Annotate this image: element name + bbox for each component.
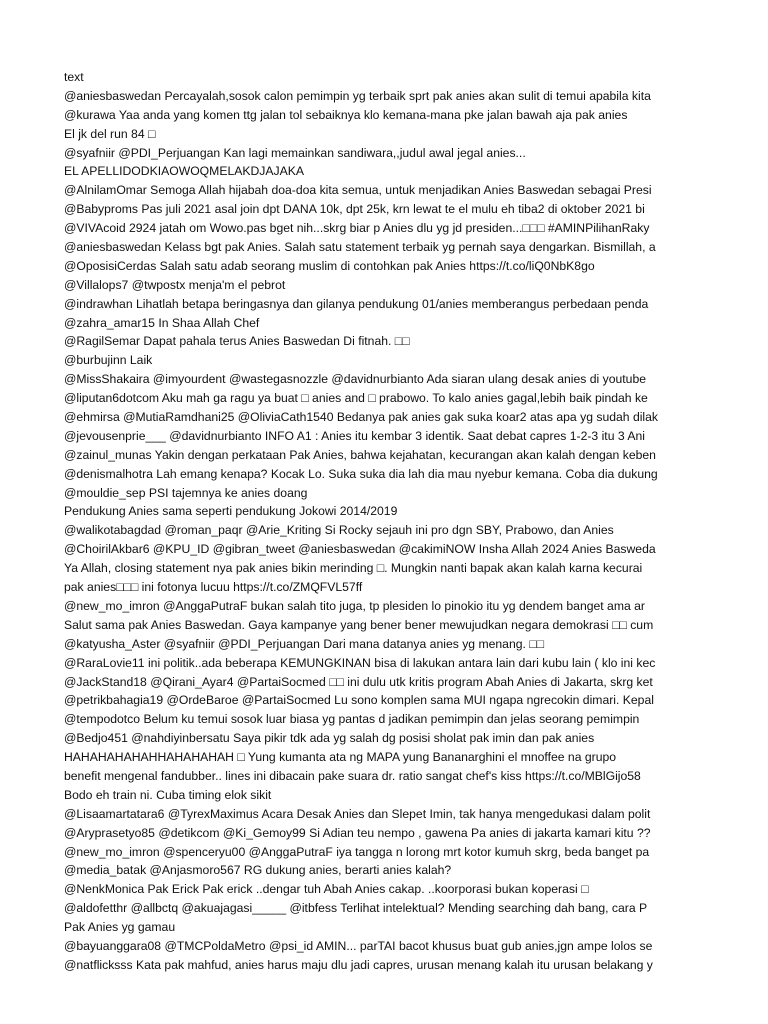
- text-row: Pak Anies yg gamau: [64, 920, 176, 935]
- text-row: @walikotabagdad @roman_paqr @Arie_Kriting Si Rocky sejauh ini pro dgn SBY, Prabowo, dan Anies: [64, 523, 614, 538]
- text-row: Bodo eh train ni. Cuba timing elok sikit: [64, 787, 272, 802]
- text-row: @MissShakaira @imyourdent @wastegasnozzle @davidnurbianto Ada siaran ulang desak anies di youtube: [64, 372, 647, 387]
- text-row: @ehmirsa @MutiaRamdhani25 @OliviaCath1540 Bedanya pak anies gak suka koar2 atas apa yg sudah dilak: [64, 410, 659, 425]
- text-row: @VIVAcoid 2924 jatah om Wowo.pas bget nih...skrg biar p Anies dlu yg jd presiden...□□□ #AMINPilihanRaky: [64, 221, 650, 236]
- text-row: @Lisaamartatara6 @TyrexMaximus Acara Desak Anies dan Slepet Imin, tak hanya mengedukasi dalam polit: [64, 806, 651, 821]
- text-row: @aldofetthr @allbctq @akuajagasi_____ @itbfess Terlihat intelektual? Mending searching dah bang, cara P: [64, 901, 648, 916]
- text-row: @burbujinn Laik: [64, 353, 153, 368]
- text-row: @zainul_munas Yakin dengan perkataan Pak Anies, bahwa kejahatan, kecurangan akan kalah dengan keben: [64, 447, 656, 462]
- text-row: @jevousenprie___ @davidnurbianto INFO A1 : Anies itu kembar 3 identik. Saat debat capres 1-2-3 itu 3 Ani: [64, 428, 645, 443]
- text-row: @RagilSemar Dapat pahala terus Anies Baswedan Di fitnah. □□: [64, 334, 410, 349]
- text-row: @denismalhotra Lah emang kenapa? Kocak Lo. Suka suka dia lah dia mau nyebur kemana. Coba dia dukung: [64, 466, 658, 481]
- text-row: @OposisiCerdas Salah satu adab seorang muslim di contohkan pak Anies https://t.co/liQ0NbK8go: [64, 258, 595, 273]
- text-row: pak anies□□□ ini fotonya lucuu https://t.co/ZMQFVL57ff: [64, 580, 363, 595]
- text-row: @AlnilamOmar Semoga Allah hijabah doa-doa kita semua, untuk menjadikan Anies Baswedan sebagai Presi: [64, 183, 652, 198]
- text-row: Ya Allah, closing statement nya pak anies bikin merinding □. Mungkin nanti bapak akan kalah karna kecurai: [64, 561, 643, 576]
- text-row: @mouldie_sep PSI tajemnya ke anies doang: [64, 485, 308, 500]
- text-row: @Bedjo451 @nahdiyinbersatu Saya pikir tdk ada yg salah dg posisi sholat pak imin dan pak anies: [64, 731, 595, 746]
- text-row: @aniesbaswedan Kelass bgt pak Anies. Salah satu statement terbaik yg pernah saya dengarkan. Bismillah, a: [64, 240, 656, 255]
- text-row: @ChoirilAkbar6 @KPU_ID @gibran_tweet @aniesbaswedan @cakimiNOW Insha Allah 2024 Anies Basweda: [64, 542, 656, 557]
- text-row: @katyusha_Aster @syafniir @PDI_Perjuangan Dari mana datanya anies yg menang. □□: [64, 636, 544, 651]
- text-row: @tempodotco Belum ku temui sosok luar biasa yg pantas d jadikan pemimpin dan jelas seorang pemimpin: [64, 712, 640, 727]
- text-row: @NenkMonica Pak Erick Pak erick ..dengar tuh Abah Anies cakap. ..koorporasi bukan koperasi □: [64, 882, 589, 897]
- text-row: @aniesbaswedan Percayalah,sosok calon pemimpin yg terbaik sprt pak anies akan sulit di temui apabila kita: [64, 88, 651, 103]
- text-row: HAHAHAHAHAHHAHAHAHAH □ Yung kumanta ata ng MAPA yung Bananarghini el mnoffee na grupo: [64, 750, 617, 765]
- text-row: @bayuanggara08 @TMCPoldaMetro @psi_id AMIN... parTAI bacot khusus buat gub anies,jgn ampe lolos se: [64, 938, 653, 953]
- text-row: @zahra_amar15 In Shaa Allah Chef: [64, 315, 260, 330]
- text-row: benefit mengenal fandubber.. lines ini dibacain pake suara dr. ratio sangat chef's kiss https://t.co/MBlGijo58: [64, 768, 641, 783]
- text-row: @Aryprasetyo85 @detikcom @Ki_Gemoy99 Si Adian teu nempo , gawena Pa anies di jakarta kamari kitu ??: [64, 825, 651, 840]
- text-row: @new_mo_imron @spenceryu00 @AnggaPutraF iya tangga n lorong mrt kotor kumuh skrg, beda banget pa: [64, 844, 650, 859]
- text-row: @RaraLovie11 ini politik..ada beberapa KEMUNGKINAN bisa di lakukan antara lain dari kubu lain ( klo ini kec: [64, 655, 656, 670]
- column-header: text: [64, 70, 84, 84]
- text-row: @media_batak @Anjasmoro567 RG dukung anies, berarti anies kalah?: [64, 863, 452, 878]
- text-row: @Villalops7 @twpostx menja'm el pebrot: [64, 277, 286, 292]
- text-row: @liputan6dotcom Aku mah ga ragu ya buat □ anies and □ prabowo. To kalo anies gagal,lebih baik pindah ke: [64, 391, 648, 406]
- text-row: @natflicksss Kata pak mahfud, anies harus maju dlu jadi capres, urusan menang kalah itu urusan belakang y: [64, 957, 653, 972]
- text-row: @syafniir @PDI_Perjuangan Kan lagi memainkan sandiwara,,judul awal jegal anies...: [64, 145, 526, 160]
- text-row: Salut sama pak Anies Baswedan. Gaya kampanye yang bener bener mewujudkan negara demokrasi □□ cum: [64, 617, 654, 632]
- text-row: @Babyproms Pas juli 2021 asal join dpt DANA 10k, dpt 25k, krn lewat te el mulu eh tiba2 di oktober 2021 bi: [64, 202, 645, 217]
- text-row: @petrikbahagia19 @OrdeBaroe @PartaiSocmed Lu sono komplen sama MUI ngapa ngrecokin dimari. Kepal: [64, 693, 654, 708]
- text-column: [64, 68, 670, 975]
- text-row: EL APELLIDODKIAOWOQMELAKDJAJAKA: [64, 164, 304, 179]
- text-row: @new_mo_imron @AnggaPutraF bukan salah tito juga, tp plesiden lo pinokio itu yg dendem banget ama ar: [64, 598, 645, 613]
- text-row: El jk del run 84 □: [64, 126, 156, 141]
- text-row: @indrawhan Lihatlah betapa beringasnya dan gilanya pendukung 01/anies memberangus perbedaan penda: [64, 296, 649, 311]
- text-row: @kurawa Yaa anda yang komen ttg jalan tol sebaiknya klo kemana-mana pke jalan bawah aja pak anies: [64, 107, 628, 122]
- text-row: Pendukung Anies sama seperti pendukung Jokowi 2014/2019: [64, 504, 398, 519]
- text-row: @JackStand18 @Qirani_Ayar4 @PartaiSocmed □□ ini dulu utk kritis program Abah Anies di Jakarta, skrg ket: [64, 674, 653, 689]
